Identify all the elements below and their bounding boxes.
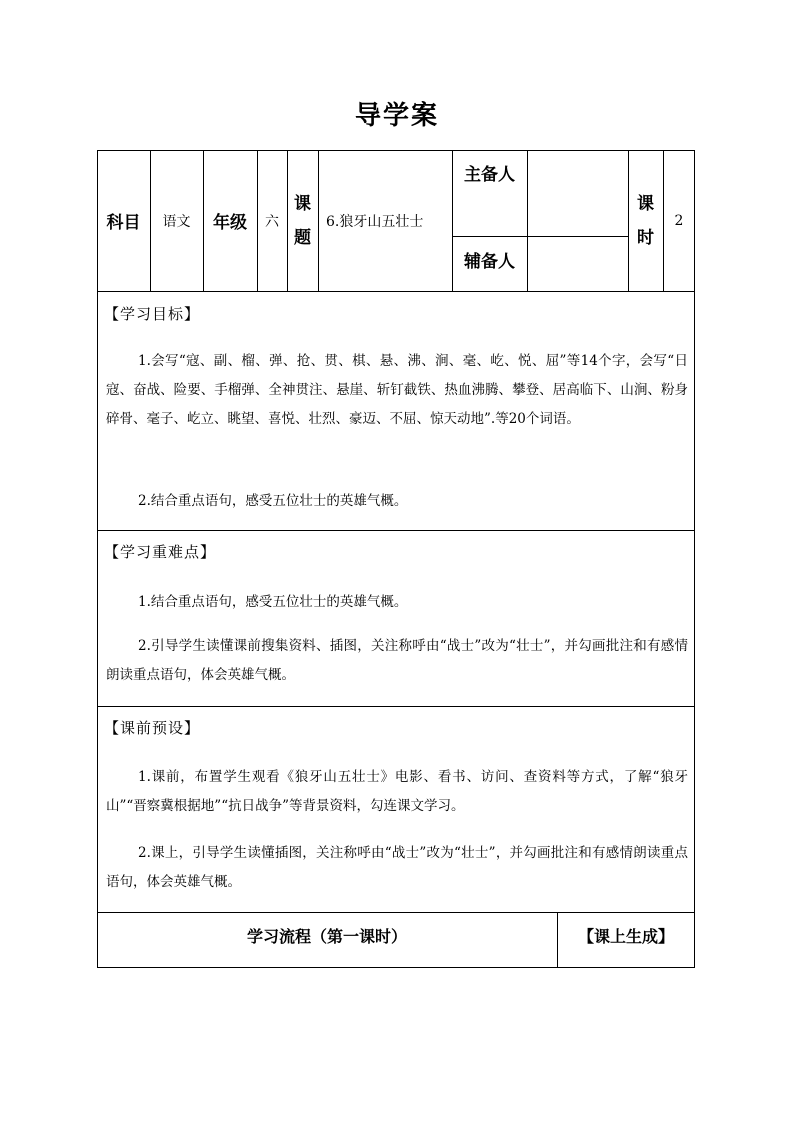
header-row-bottom-border [97,291,695,292]
preview-paragraph-2: 2.课上，引导学生读懂插图，关注称呼由“战士”改为“壮士”，并勾画批注和有感情朗读重点语句，体会英雄气概。 [106,845,688,890]
main-preparer-value [527,150,628,236]
main-preparer-label: 主备人 [464,164,515,185]
objectives-paragraph-2: 2.结合重点语句，感受五位壮士的英雄气概。 [138,493,408,509]
hours-label: 课时 [637,193,654,248]
learning-process-label: 学习流程（第一课时） [246,926,407,946]
key-points-heading: 【学习重难点】 [104,543,217,561]
document-title: 导学案 [354,101,439,131]
lesson-value: 6.狼牙山五壮士 [326,213,424,230]
lesson-label: 课题 [294,193,311,248]
in-class-generation-label: 【课上生成】 [577,926,674,946]
section-divider [97,706,695,707]
assistant-preparer-value [527,236,628,291]
assistant-preparer-label: 辅备人 [464,251,515,272]
grade-label: 年级 [213,213,247,233]
subject-value: 语文 [162,213,191,230]
grade-value: 六 [265,213,279,230]
subject-label: 科目 [106,213,141,233]
objectives-heading: 【学习目标】 [104,305,201,323]
key-points-paragraph-1: 1.结合重点语句，感受五位壮士的英雄气概。 [138,594,408,610]
section-divider [97,530,695,531]
objectives-paragraph-1: 1.会写“寇、副、榴、弹、抢、贯、棋、悬、沸、涧、毫、屹、悦、屈”等14个字，会写“日寇、奋战、险要、手榴弹、全神贯注、悬崖、斩钉截铁、热血沸腾、攀登、居高临下、山涧、粉身碎骨、毫子、屹立、眺望、喜悦、壮烈、豪迈、不屈、惊天动地”.等20个词语。 [106,353,688,427]
key-points-paragraph-2: 2.引导学生读懂课前搜集资料、插图，关注称呼由“战士”改为“壮士”，并勾画批注和有感情朗读重点语句，体会英雄气概。 [106,638,688,683]
preview-paragraph-1: 1.课前，布置学生观看《狼牙山五壮士》电影、看书、访问、查资料等方式，了解“狼牙山”“晋察冀根据地”“抗日战争”等背景资料，勾连课文学习。 [106,769,688,814]
hours-value: 2 [674,212,684,229]
preview-heading: 【课前预设】 [104,719,201,737]
